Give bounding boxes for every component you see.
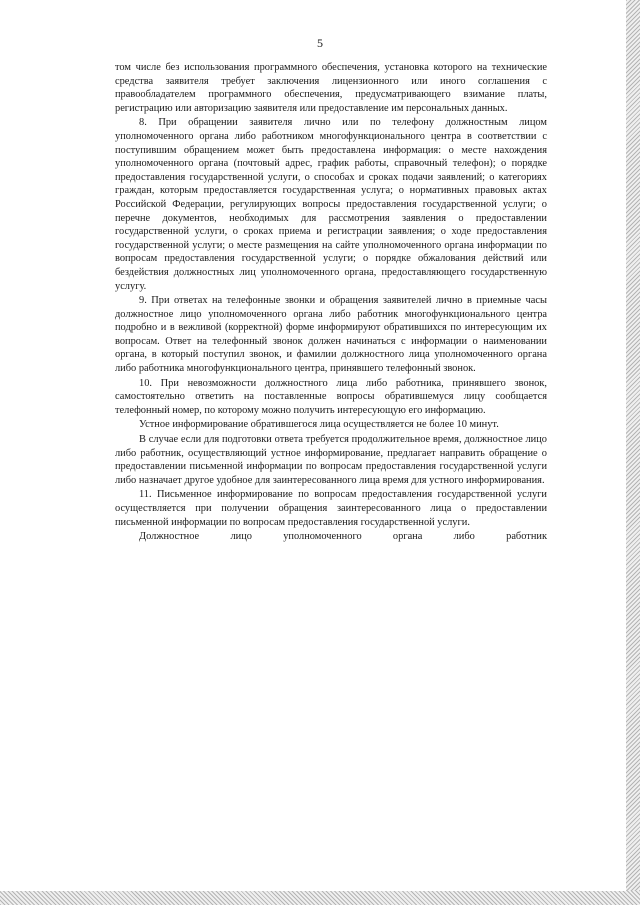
scan-border-right bbox=[626, 0, 640, 905]
paragraph-official-start: Должностное лицо уполномоченного органа либо работник bbox=[139, 531, 547, 543]
paragraph-9: 9. При ответах на телефонные звонки и обращения заявителей лично в приемные часы должностное лицо уполномоченного органа либо работник многофункционального центра подробно и в вежливой (корректной) форме информируют обратившихся по интересующим их вопросам. Ответ на телефонный звонок должен начинаться с информации о наименовании органа, в который поступил звонок, и фамилии должностного лица уполномоченного органа либо работника многофункционального центра, принявшего телефонный звонок. bbox=[115, 295, 547, 375]
scan-border-bottom bbox=[0, 891, 640, 905]
paragraph-long-answer: В случае если для подготовки ответа требуется продолжительное время, должностное лицо либо работник, осуществляющий устное информирование, предлагает направить обращение о предоставлении письменной информации по вопросам предоставления государственной услуги либо назначает другое удобное для заинтересованного лица время для устного информирования. bbox=[115, 434, 547, 486]
paragraph-oral-info-limit: Устное информирование обратившегося лица осуществляется не более 10 минут. bbox=[139, 419, 499, 431]
page-number: 5 bbox=[317, 36, 323, 50]
document-body bbox=[115, 61, 547, 544]
paragraph-continuation: том числе без использования программного обеспечения, установка которого на технические средства заявителя требует заключения лицензионного или иного соглашения с правообладателем программного обеспечения, предусматривающего взимание платы, регистрацию или авторизацию заявителя или предоставление им персональных данных. bbox=[115, 62, 547, 114]
paragraph-10: 10. При невозможности должностного лица либо работника, принявшего звонок, самостоятельно ответить на поставленные вопросы обратившемуся лицу сообщается телефонный номер, по которому можно получить интересующую его информацию. bbox=[115, 377, 547, 416]
paragraph-11: 11. Письменное информирование по вопросам предоставления государственной услуги осуществляется при получении обращения заинтересованного лица о предоставлении письменной информации по вопросам предоставления государственной услуги. bbox=[115, 489, 547, 528]
paragraph-8: 8. При обращении заявителя лично или по телефону должностным лицом уполномоченного органа либо работником многофункционального центра в соответствии с поступившим обращением может быть предоставлена информация: о месте нахождения уполномоченного органа (почтовый адрес, график работы, справочный телефон); о порядке предоставления государственной услуги, о способах и сроках подачи заявлений; о категориях граждан, которым предоставляется государственная услуга; о нормативных правовых актах Российской Федерации, регулирующих вопросы предоставления государственной услуги; о перечне документов, необходимых для рассмотрения заявления о предоставлении государственной услуги, о сроках приема и регистрации заявления; о ходе предоставления государственной услуги; о месте размещения на сайте уполномоченного органа информации по вопросам предоставления государственной услуги; о порядке обжалования действий или бездействия должностных лиц уполномоченного органа, предоставляющего государственную услугу. bbox=[115, 117, 547, 292]
